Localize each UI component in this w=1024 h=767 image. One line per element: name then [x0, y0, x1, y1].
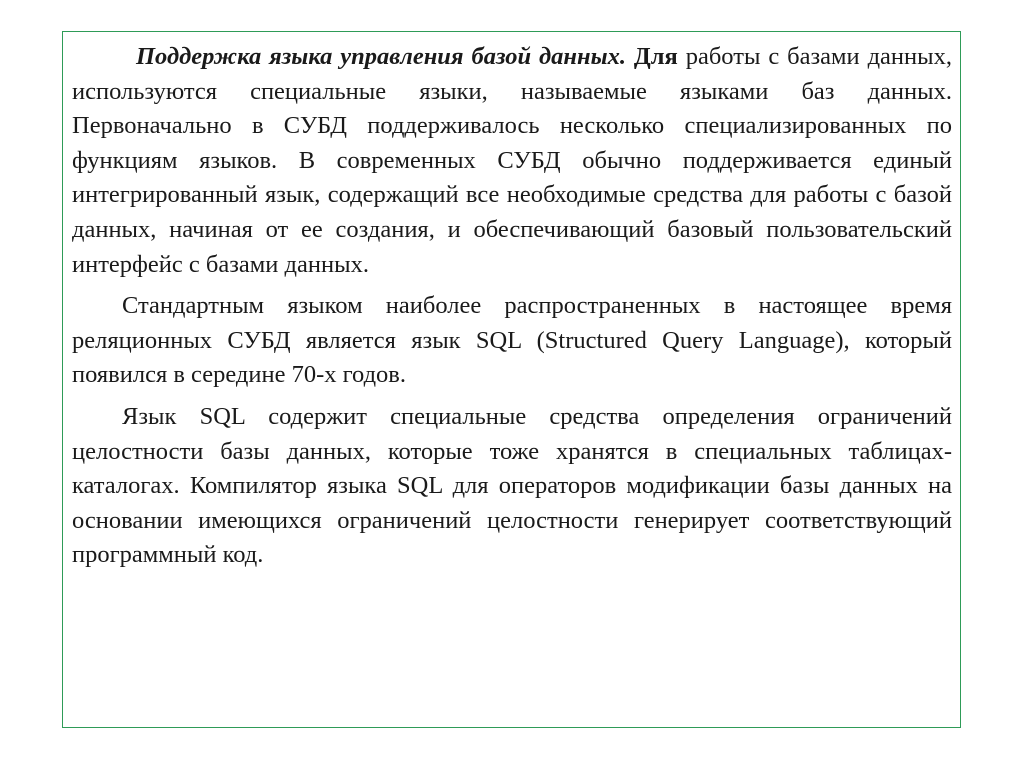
paragraph-1-lead-bold: Для — [633, 43, 678, 70]
paragraph-3-text: Язык SQL содержит специальные средства определения ограничений целостности базы данных, которые тоже хранятся в специальных таблицах-каталогах. Компилятор языка SQL для операторов модификации базы данных на основании имеющихся ограничений целостности генерирует соответствующий программный код. — [72, 402, 952, 569]
paragraph-2 — [72, 289, 952, 393]
paragraph-1 — [72, 40, 952, 282]
paragraph-1-lead: Поддержка языка управления базой данных. — [136, 43, 626, 70]
paragraph-2-text: Стандартным языком наиболее распространенных в настоящее время реляционных СУБД является язык SQL (Structured Query Language), который появился в середине 70-х годов. — [72, 292, 952, 389]
paragraph-3 — [72, 400, 952, 573]
slide-content — [72, 40, 952, 580]
paragraph-1-text: работы с базами данных, используются специальные языки, называемые языками баз данных. Первоначально в СУБД поддерживалось несколько специализированных по функциям языков. В современных СУБД обычно поддерживается единый интегрированный язык, содержащий все необходимые средства для работы с базой данных, начиная от ее создания, и обеспечивающий базовый пользовательский интерфейс с базами данных. — [72, 43, 952, 278]
